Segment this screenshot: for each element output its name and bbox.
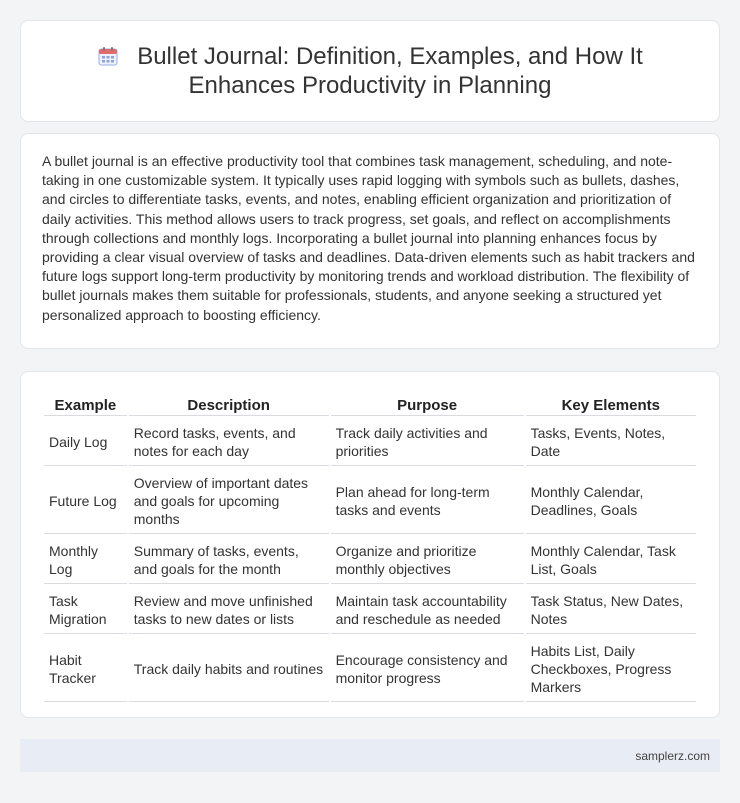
cell-purpose: Track daily activities and priorities: [331, 418, 524, 466]
table-row: [44, 586, 696, 634]
title-card: [20, 20, 720, 122]
title-line-2: Enhances Productivity in Planning: [188, 72, 552, 99]
cell-description: Record tasks, events, and notes for each day: [129, 418, 329, 466]
intro-card: [20, 133, 720, 349]
calendar-icon: [97, 45, 119, 67]
page-title: [97, 42, 643, 100]
table-header-row: [44, 396, 696, 416]
examples-table: [42, 394, 698, 704]
cell-example: Monthly Log: [44, 536, 127, 584]
cell-example: Habit Tracker: [44, 636, 127, 702]
cell-key-elements: Habits List, Daily Checkboxes, Progress Markers: [526, 636, 696, 702]
cell-example: Future Log: [44, 468, 127, 534]
header-key-elements: Key Elements: [526, 396, 696, 416]
table-card: [20, 371, 720, 718]
cell-example: Task Migration: [44, 586, 127, 634]
footer-site-link[interactable]: samplerz.com: [635, 748, 710, 763]
cell-description: Overview of important dates and goals for upcoming months: [129, 468, 329, 534]
cell-purpose: Maintain task accountability and reschedule as needed: [331, 586, 524, 634]
cell-example: Daily Log: [44, 418, 127, 466]
header-description: Description: [129, 396, 329, 416]
table-row: [44, 468, 696, 534]
title-line-1: Bullet Journal: Definition, Examples, and How It: [137, 43, 643, 70]
cell-description: Summary of tasks, events, and goals for the month: [129, 536, 329, 584]
cell-description: Track daily habits and routines: [129, 636, 329, 702]
intro-paragraph: A bullet journal is an effective productivity tool that combines task management, scheduling, and note-taking in one customizable system. It typically uses rapid logging with symbols such as bullets, dashes, and circles to differentiate tasks, events, and notes, enabling efficient organization and prioritization of daily activities. This method allows users to track progress, set goals, and reflect on accomplishments through collections and monthly logs. Incorporating a bullet journal into planning enhances focus by providing a clear visual overview of tasks and deadlines. Data-driven elements such as habit trackers and future logs support long-term productivity by monitoring trends and workload distribution. The flexibility of bullet journals makes them suitable for professionals, students, and anyone seeking a structured yet personalized approach to boosting efficiency.: [42, 153, 695, 323]
cell-key-elements: Tasks, Events, Notes, Date: [526, 418, 696, 466]
header-purpose: Purpose: [331, 396, 524, 416]
table-row: [44, 418, 696, 466]
table-row: [44, 636, 696, 702]
cell-key-elements: Monthly Calendar, Task List, Goals: [526, 536, 696, 584]
cell-purpose: Encourage consistency and monitor progress: [331, 636, 524, 702]
table-row: [44, 536, 696, 584]
cell-description: Review and move unfinished tasks to new dates or lists: [129, 586, 329, 634]
cell-purpose: Plan ahead for long-term tasks and events: [331, 468, 524, 534]
header-example: Example: [44, 396, 127, 416]
cell-key-elements: Task Status, New Dates, Notes: [526, 586, 696, 634]
cell-key-elements: Monthly Calendar, Deadlines, Goals: [526, 468, 696, 534]
footer: [20, 739, 720, 772]
cell-purpose: Organize and prioritize monthly objectives: [331, 536, 524, 584]
